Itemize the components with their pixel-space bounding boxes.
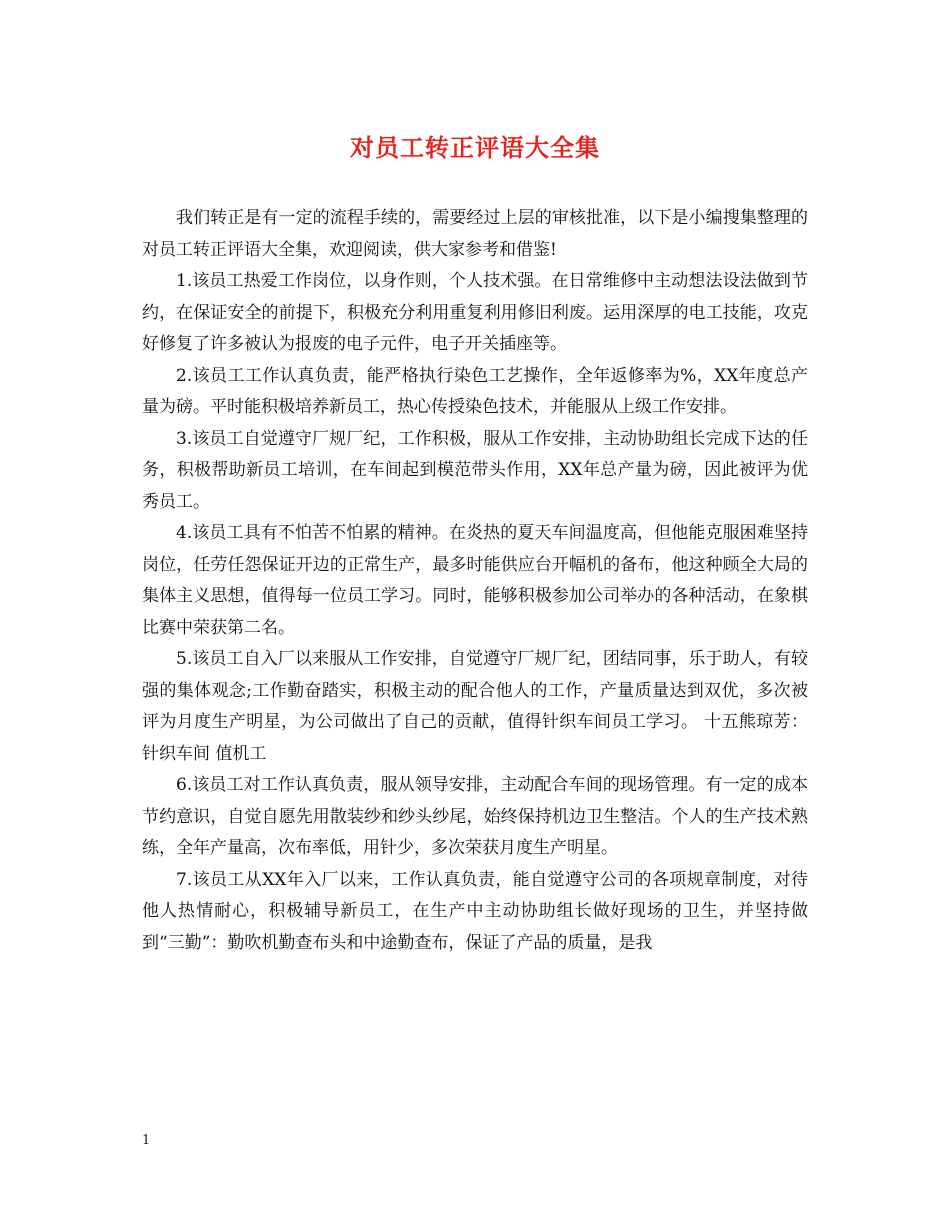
paragraph-item-2: 2.该员工工作认真负责，能严格执行染色工艺操作，全年返修率为%，XX年度总产量为磅。平时能积极培养新员工，热心传授染色技术，并能服从上级工作安排。 (142, 365, 808, 417)
page-number: 1 (142, 1133, 151, 1148)
paragraph-item-7: 7.该员工从XX年入厂以来，工作认真负责，能自觉遵守公司的各项规章制度，对待他人热情耐心，积极辅导新员工，在生产中主动协助组长做好现场的卫生，并坚持做到“三勤”：勤吹机勤查布头和中途勤查布，保证了产品的质量，是我 (142, 869, 808, 953)
document-body (142, 203, 808, 959)
paragraph-item-4: 4.该员工具有不怕苦不怕累的精神。在炎热的夏天车间温度高，但他能克服困难坚持岗位，任劳任怨保证开边的正常生产，最多时能供应台开幅机的备布，他这种顾全大局的集体主义思想，值得每一位员工学习。同时，能够积极参加公司举办的各种活动，在象棋比赛中荣获第二名。 (142, 523, 808, 638)
document-title: 对员工转正评语大全集 (350, 133, 600, 162)
paragraph-item-5: 5.该员工自入厂以来服从工作安排，自觉遵守厂规厂纪，团结同事，乐于助人，有较强的集体观念;工作勤奋踏实，积极主动的配合他人的工作，产量质量达到双优，多次被评为月度生产明星，为公司做出了自己的贡献，值得针织车间员工学习。 十五熊琼芳：针织车间 值机工 (142, 649, 808, 764)
paragraph-item-1: 1.该员工热爱工作岗位，以身作则，个人技术强。在日常维修中主动想法设法做到节约，在保证安全的前提下，积极充分利用重复利用修旧利废。运用深厚的电工技能，攻克好修复了许多被认为报废的电子元件，电子开关插座等。 (142, 271, 808, 354)
intro-paragraph: 我们转正是有一定的流程手续的，需要经过上层的审核批准，以下是小编搜集整理的对员工转正评语大全集，欢迎阅读，供大家参考和借鉴! (142, 208, 808, 260)
paragraph-item-6: 6.该员工对工作认真负责，服从领导安排，主动配合车间的现场管理。有一定的成本节约意识，自觉自愿先用散装纱和纱头纱尾，始终保持机边卫生整洁。个人的生产技术熟练，全年产量高，次布率低，用针少，多次荣获月度生产明星。 (142, 775, 808, 858)
paragraph-item-3: 3.该员工自觉遵守厂规厂纪，工作积极，服从工作安排，主动协助组长完成下达的任务，积极帮助新员工培训，在车间起到模范带头作用，XX年总产量为磅，因此被评为优秀员工。 (142, 428, 808, 512)
